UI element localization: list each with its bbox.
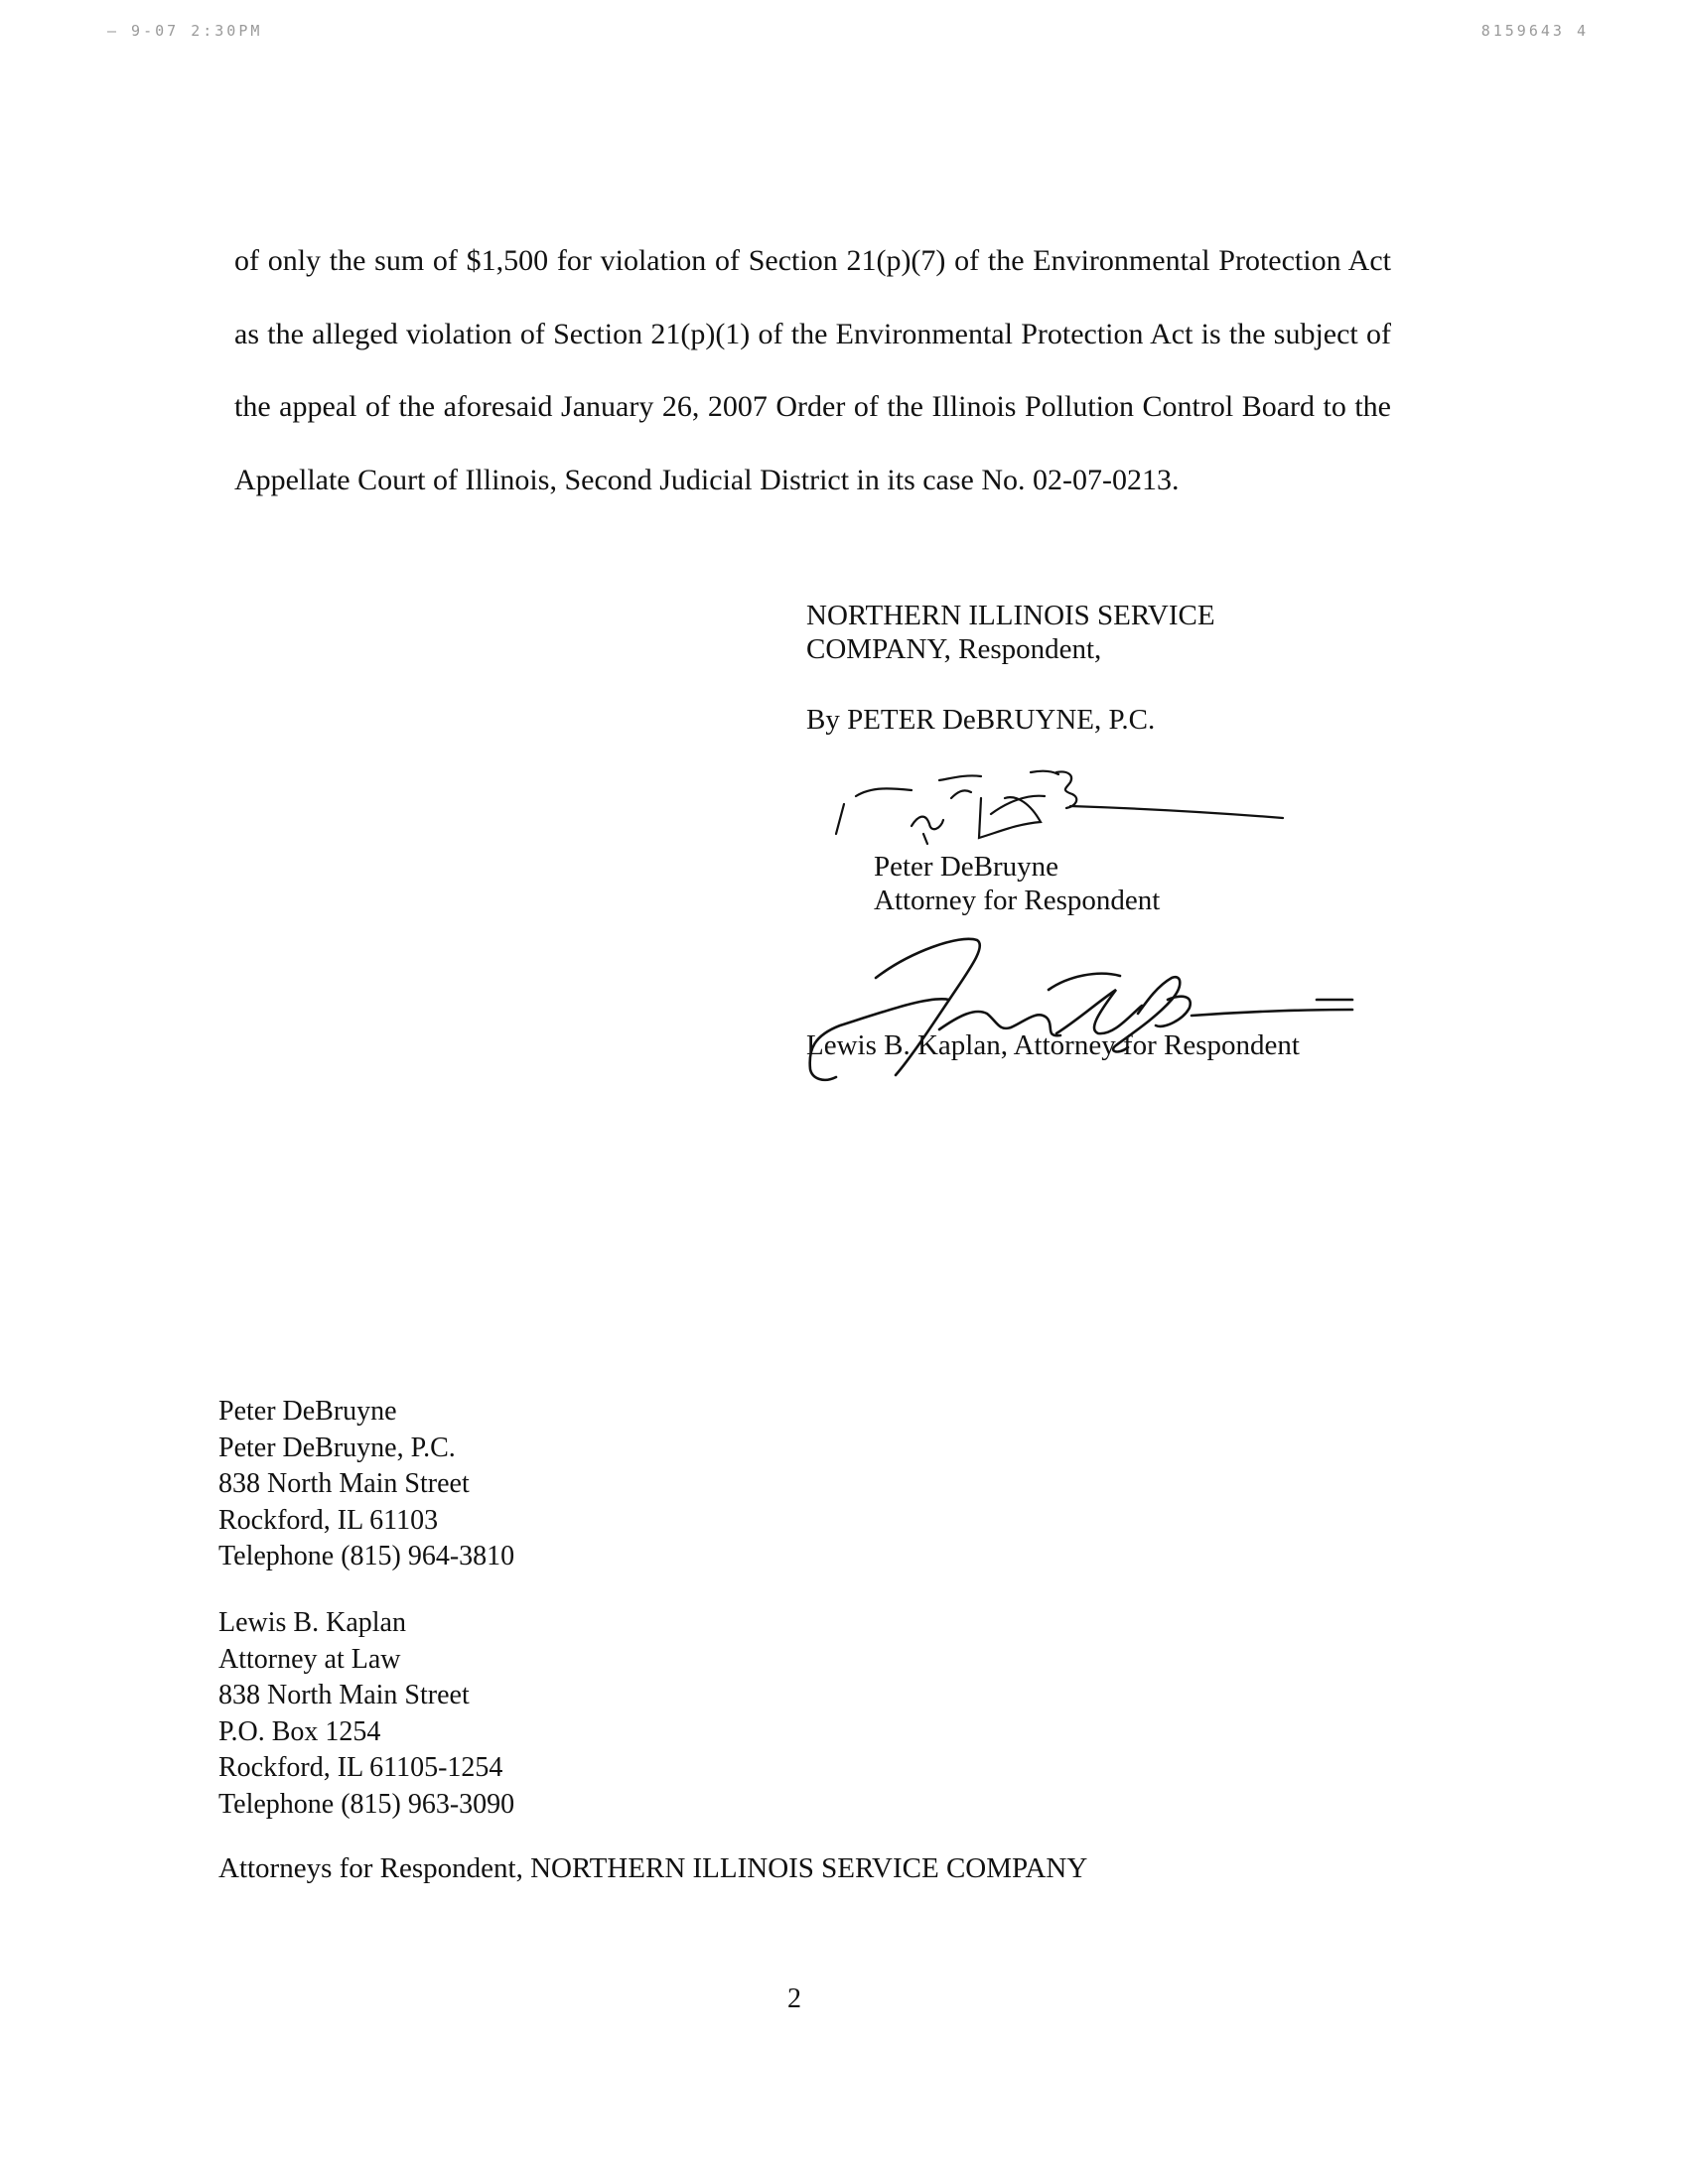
address-block-lewis-kaplan xyxy=(218,1605,514,1823)
address2-line: Lewis B. Kaplan xyxy=(218,1607,406,1638)
signer1-title: Attorney for Respondent xyxy=(874,885,1161,916)
address1-line: Rockford, IL 61103 xyxy=(218,1504,439,1536)
address1-line: Peter DeBruyne xyxy=(218,1396,397,1427)
address2-line: Rockford, IL 61105-1254 xyxy=(218,1752,503,1783)
company-line-2: COMPANY, Respondent, xyxy=(806,633,1102,665)
address2-line: P.O. Box 1254 xyxy=(218,1715,381,1747)
address1-line: 838 North Main Street xyxy=(218,1468,470,1499)
signature-lewis-kaplan xyxy=(800,930,1356,1089)
signer1-name: Peter DeBruyne xyxy=(874,851,1059,883)
signer-2: Lewis B. Kaplan, Attorney for Respondent xyxy=(806,1029,1300,1061)
fax-header-left: – 9-07 2:30PM xyxy=(107,22,263,40)
body-paragraph: of only the sum of $1,500 for violation of Section 21(p)(7) of the Environmental Protection Act as the alleged violation of Section 21(p)(1) of the Environmental Protection Act is the subject of the appeal of the aforesaid January 26, 2007 Order of the Illinois Pollution Control Board to the Appellate Court of Illinois, Second Judicial District in its case No. 02-07-0213. xyxy=(234,244,1391,496)
company-name xyxy=(806,599,1215,666)
address-block-peter-debruyne xyxy=(218,1394,514,1575)
company-line-1: NORTHERN ILLINOIS SERVICE xyxy=(806,600,1215,631)
address1-line: Telephone (815) 964-3810 xyxy=(218,1541,515,1571)
fax-header-right: 8159643 4 xyxy=(1480,22,1589,40)
attorneys-for-line: Attorneys for Respondent, NORTHERN ILLINOIS SERVICE COMPANY xyxy=(218,1852,1088,1884)
by-line: By PETER DeBRUYNE, P.C. xyxy=(806,704,1156,736)
signer-1 xyxy=(874,850,1160,917)
address2-line: 838 North Main Street xyxy=(218,1680,470,1710)
address2-line: Attorney at Law xyxy=(218,1643,401,1675)
signature-peter-debruyne xyxy=(832,764,1289,854)
address2-line: Telephone (815) 963-3090 xyxy=(218,1788,515,1820)
page-number: 2 xyxy=(787,1983,801,2014)
address1-line: Peter DeBruyne, P.C. xyxy=(218,1432,456,1463)
